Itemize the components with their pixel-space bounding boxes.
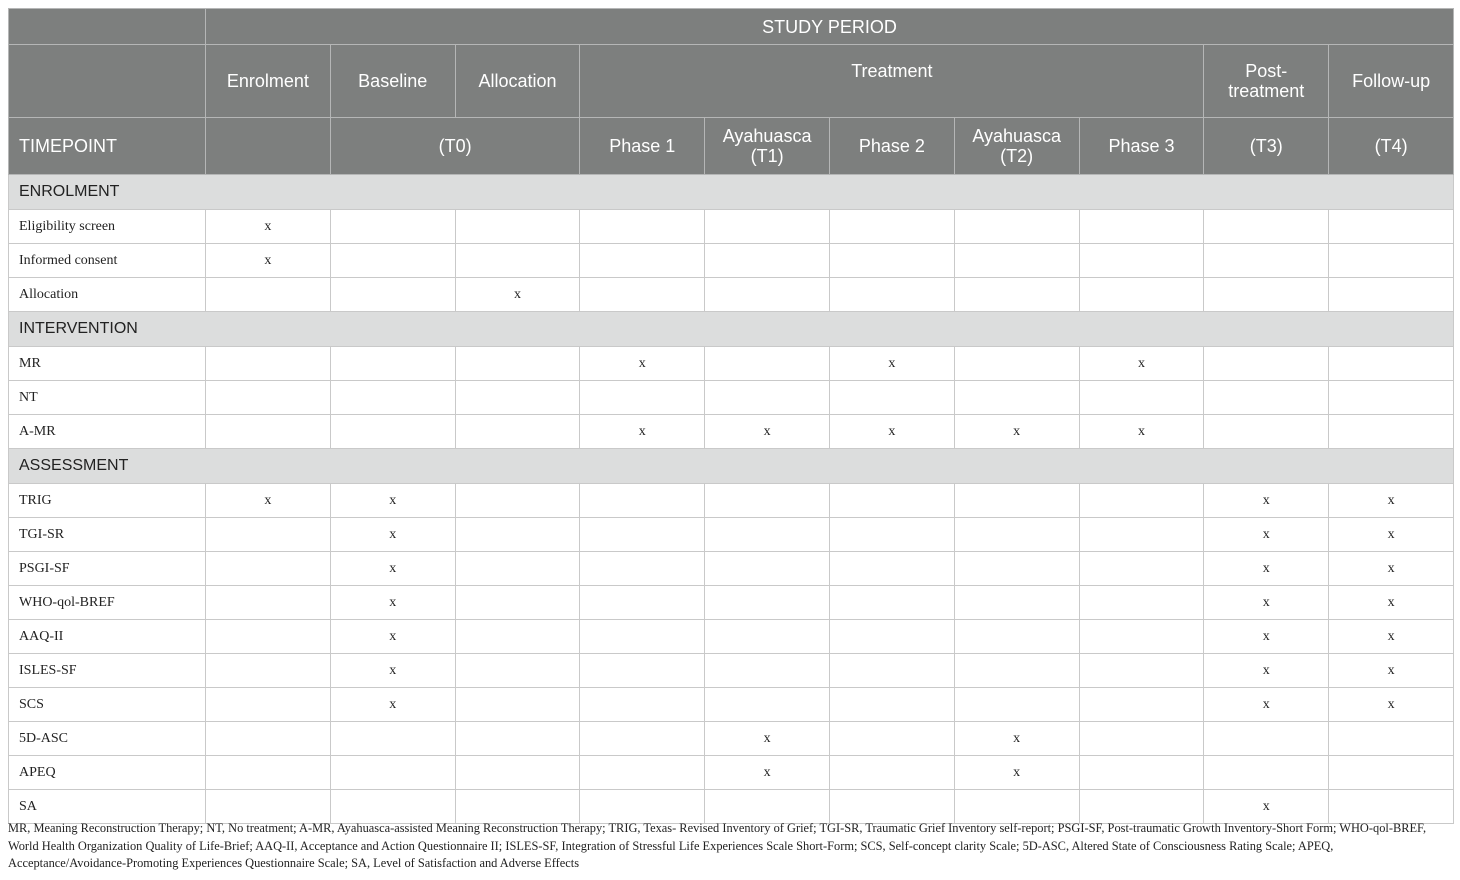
empty-cell	[1329, 381, 1454, 415]
empty-cell	[455, 484, 580, 518]
empty-cell	[954, 688, 1079, 722]
corner-cell	[9, 9, 206, 45]
table-row	[9, 518, 1454, 552]
empty-cell	[1079, 518, 1204, 552]
empty-cell	[1079, 722, 1204, 756]
empty-cell	[1079, 620, 1204, 654]
empty-cell	[1204, 210, 1329, 244]
table-row	[9, 620, 1454, 654]
empty-cell	[330, 756, 455, 790]
table-row	[9, 586, 1454, 620]
section-header-row	[9, 175, 1454, 210]
empty-cell	[1329, 756, 1454, 790]
table-row	[9, 278, 1454, 312]
schedule-mark-cell: x	[954, 756, 1079, 790]
table-row	[9, 722, 1454, 756]
empty-cell	[829, 620, 954, 654]
empty-cell	[580, 790, 705, 824]
empty-cell	[206, 688, 331, 722]
empty-cell	[829, 210, 954, 244]
section-header-row	[9, 449, 1454, 484]
empty-cell	[829, 484, 954, 518]
empty-cell	[330, 415, 455, 449]
empty-cell	[705, 381, 830, 415]
empty-cell	[954, 381, 1079, 415]
empty-cell	[829, 278, 954, 312]
empty-cell	[580, 654, 705, 688]
schedule-mark-cell: x	[1204, 688, 1329, 722]
header-ayahuasca-t2: Ayahuasca (T2)	[954, 118, 1079, 175]
row-label: PSGI-SF	[9, 552, 206, 586]
empty-cell	[705, 654, 830, 688]
empty-cell	[455, 722, 580, 756]
empty-cell	[580, 381, 705, 415]
empty-cell	[455, 518, 580, 552]
schedule-mark-cell: x	[330, 688, 455, 722]
empty-cell	[1079, 552, 1204, 586]
empty-cell	[829, 518, 954, 552]
empty-cell	[705, 586, 830, 620]
row-label: TGI-SR	[9, 518, 206, 552]
empty-cell	[954, 347, 1079, 381]
schedule-mark-cell: x	[580, 415, 705, 449]
empty-cell	[954, 620, 1079, 654]
row-label: Informed consent	[9, 244, 206, 278]
schedule-mark-cell: x	[1079, 347, 1204, 381]
header-phase-3: Phase 3	[1079, 118, 1204, 175]
schedule-mark-cell: x	[330, 620, 455, 654]
header-post-treatment: Post- treatment	[1204, 45, 1329, 118]
header-follow-up: Follow-up	[1329, 45, 1454, 118]
empty-cell	[705, 688, 830, 722]
row-label: Eligibility screen	[9, 210, 206, 244]
empty-cell	[1079, 484, 1204, 518]
row-label: AAQ-II	[9, 620, 206, 654]
empty-cell	[580, 620, 705, 654]
schedule-mark-cell: x	[954, 415, 1079, 449]
row-label: ISLES-SF	[9, 654, 206, 688]
empty-cell	[1329, 347, 1454, 381]
section-title: ASSESSMENT	[9, 449, 1454, 484]
empty-cell	[1079, 381, 1204, 415]
schedule-mark-cell: x	[1204, 484, 1329, 518]
header-ayahuasca-t1: Ayahuasca (T1)	[705, 118, 830, 175]
empty-cell	[1079, 688, 1204, 722]
header-timepoint: TIMEPOINT	[9, 118, 206, 175]
table-row	[9, 244, 1454, 278]
empty-cell	[455, 756, 580, 790]
schedule-mark-cell: x	[1329, 586, 1454, 620]
row-label: A-MR	[9, 415, 206, 449]
empty-cell	[1329, 278, 1454, 312]
empty-cell	[580, 278, 705, 312]
empty-cell	[1329, 415, 1454, 449]
header-phase-1: Phase 1	[580, 118, 705, 175]
empty-cell	[330, 381, 455, 415]
empty-cell	[829, 586, 954, 620]
header-allocation: Allocation	[455, 45, 580, 118]
empty-cell	[1204, 722, 1329, 756]
empty-cell	[580, 722, 705, 756]
empty-cell	[829, 722, 954, 756]
schedule-mark-cell: x	[330, 518, 455, 552]
header-phase-2: Phase 2	[829, 118, 954, 175]
schedule-mark-cell: x	[1204, 518, 1329, 552]
empty-cell	[954, 210, 1079, 244]
empty-cell	[330, 790, 455, 824]
schedule-mark-cell: x	[829, 347, 954, 381]
empty-cell	[829, 654, 954, 688]
empty-cell	[829, 552, 954, 586]
schedule-mark-cell: x	[1329, 484, 1454, 518]
empty-cell	[1079, 654, 1204, 688]
section-title: ENROLMENT	[9, 175, 1454, 210]
row-label: APEQ	[9, 756, 206, 790]
schedule-mark-cell: x	[206, 484, 331, 518]
header-t0: (T0)	[330, 118, 580, 175]
empty-cell	[455, 620, 580, 654]
schedule-mark-cell: x	[1204, 790, 1329, 824]
empty-cell	[954, 654, 1079, 688]
table-row	[9, 381, 1454, 415]
header-timepoint-enrolment	[206, 118, 331, 175]
empty-cell	[1204, 381, 1329, 415]
empty-cell	[1204, 415, 1329, 449]
schedule-mark-cell: x	[1329, 688, 1454, 722]
empty-cell	[705, 484, 830, 518]
empty-cell	[705, 620, 830, 654]
row-label: NT	[9, 381, 206, 415]
table-footnote: MR, Meaning Reconstruction Therapy; NT, No treatment; A-MR, Ayahuasca-assisted Meaning Reconstruction Therapy; TRIG, Texas- Revised Inventory of Grief; TGI-SR, Traumatic Grief Inventory self-report; PSGI-SF, Post-traumatic Growth Inventory-Short Form; WHO-qol-BREF, World Health Organization Quality of Life-Brief; AAQ-II, Acceptance and Action Questionnaire II; ISLES-SF, Integration of Stressful Life Experiences Scale Short-Form; SCS, Self-concept clarity Scale; 5D-ASC, Altered State of Consciousness Rating Scale; APEQ, Acceptance/Avoidance-Promoting Experiences Questionnaire Scale; SA, Level of Satisfaction and Adverse Effects	[8, 821, 1427, 870]
section-title: INTERVENTION	[9, 312, 1454, 347]
empty-cell	[330, 278, 455, 312]
empty-cell	[1204, 347, 1329, 381]
empty-cell	[705, 790, 830, 824]
empty-cell	[829, 688, 954, 722]
empty-cell	[580, 484, 705, 518]
empty-cell	[1079, 278, 1204, 312]
row-label: MR	[9, 347, 206, 381]
header-t4: (T4)	[1329, 118, 1454, 175]
empty-cell	[330, 347, 455, 381]
schedule-mark-cell: x	[1204, 552, 1329, 586]
empty-cell	[455, 381, 580, 415]
table-row	[9, 484, 1454, 518]
empty-cell	[206, 620, 331, 654]
empty-cell	[455, 654, 580, 688]
empty-cell	[954, 278, 1079, 312]
empty-cell	[829, 756, 954, 790]
empty-cell	[1079, 790, 1204, 824]
empty-cell	[330, 722, 455, 756]
empty-cell	[580, 552, 705, 586]
schedule-mark-cell: x	[1329, 654, 1454, 688]
empty-cell	[206, 518, 331, 552]
empty-cell	[455, 415, 580, 449]
empty-cell	[206, 654, 331, 688]
empty-cell	[1079, 756, 1204, 790]
table-row	[9, 415, 1454, 449]
section-header-row	[9, 312, 1454, 347]
empty-cell	[1329, 722, 1454, 756]
schedule-mark-cell: x	[330, 654, 455, 688]
table-row	[9, 552, 1454, 586]
table-row	[9, 756, 1454, 790]
empty-cell	[1204, 244, 1329, 278]
empty-cell	[1329, 790, 1454, 824]
schedule-mark-cell: x	[829, 415, 954, 449]
empty-cell	[206, 278, 331, 312]
header-enrolment: Enrolment	[206, 45, 331, 118]
row-label: SA	[9, 790, 206, 824]
empty-cell	[954, 552, 1079, 586]
empty-cell	[954, 790, 1079, 824]
schedule-mark-cell: x	[1329, 620, 1454, 654]
empty-cell	[580, 586, 705, 620]
row-label: SCS	[9, 688, 206, 722]
empty-cell	[829, 790, 954, 824]
schedule-table-container	[8, 8, 1453, 824]
empty-cell	[580, 210, 705, 244]
empty-cell	[705, 244, 830, 278]
empty-cell	[954, 518, 1079, 552]
empty-cell	[580, 688, 705, 722]
row-label: TRIG	[9, 484, 206, 518]
empty-cell	[330, 210, 455, 244]
header-t3: (T3)	[1204, 118, 1329, 175]
empty-cell	[705, 552, 830, 586]
schedule-mark-cell: x	[1079, 415, 1204, 449]
row-label: WHO-qol-BREF	[9, 586, 206, 620]
row-label: Allocation	[9, 278, 206, 312]
schedule-mark-cell: x	[1204, 654, 1329, 688]
schedule-mark-cell: x	[1329, 552, 1454, 586]
empty-cell	[705, 278, 830, 312]
schedule-mark-cell: x	[330, 552, 455, 586]
schedule-mark-cell: x	[1204, 620, 1329, 654]
empty-cell	[580, 244, 705, 278]
table-header	[9, 9, 1454, 175]
empty-cell	[954, 586, 1079, 620]
schedule-mark-cell: x	[330, 484, 455, 518]
empty-cell	[455, 586, 580, 620]
empty-cell	[954, 244, 1079, 278]
empty-cell	[1329, 244, 1454, 278]
schedule-mark-cell: x	[1329, 518, 1454, 552]
empty-cell	[206, 415, 331, 449]
empty-cell	[829, 244, 954, 278]
empty-cell	[705, 210, 830, 244]
empty-cell	[455, 244, 580, 278]
empty-cell	[954, 484, 1079, 518]
empty-cell	[1079, 586, 1204, 620]
empty-cell	[1204, 278, 1329, 312]
header-baseline: Baseline	[330, 45, 455, 118]
table-row	[9, 790, 1454, 824]
table-row	[9, 347, 1454, 381]
empty-cell	[829, 381, 954, 415]
study-schedule-table	[8, 8, 1454, 824]
empty-cell	[455, 790, 580, 824]
empty-cell	[206, 790, 331, 824]
empty-cell	[206, 381, 331, 415]
empty-cell	[1204, 756, 1329, 790]
schedule-mark-cell: x	[455, 278, 580, 312]
empty-cell	[206, 756, 331, 790]
table-body	[9, 175, 1454, 824]
empty-cell	[206, 586, 331, 620]
empty-cell	[1329, 210, 1454, 244]
empty-cell	[455, 688, 580, 722]
schedule-mark-cell: x	[330, 586, 455, 620]
header-treatment: Treatment	[580, 45, 1204, 118]
schedule-mark-cell: x	[206, 244, 331, 278]
schedule-mark-cell: x	[206, 210, 331, 244]
empty-cell	[206, 552, 331, 586]
empty-cell	[455, 552, 580, 586]
empty-cell	[705, 518, 830, 552]
schedule-mark-cell: x	[705, 722, 830, 756]
empty-cell	[1079, 244, 1204, 278]
table-row	[9, 654, 1454, 688]
row-label: 5D-ASC	[9, 722, 206, 756]
empty-cell	[206, 347, 331, 381]
empty-cell	[580, 756, 705, 790]
table-row	[9, 210, 1454, 244]
empty-cell	[206, 722, 331, 756]
schedule-mark-cell: x	[1204, 586, 1329, 620]
schedule-mark-cell: x	[954, 722, 1079, 756]
table-row	[9, 688, 1454, 722]
empty-cell	[330, 244, 455, 278]
empty-cell	[455, 347, 580, 381]
schedule-mark-cell: x	[705, 415, 830, 449]
corner-cell-2	[9, 45, 206, 118]
empty-cell	[1079, 210, 1204, 244]
schedule-mark-cell: x	[580, 347, 705, 381]
empty-cell	[455, 210, 580, 244]
schedule-mark-cell: x	[705, 756, 830, 790]
empty-cell	[580, 518, 705, 552]
empty-cell	[705, 347, 830, 381]
study-period-header: STUDY PERIOD	[206, 9, 1454, 45]
